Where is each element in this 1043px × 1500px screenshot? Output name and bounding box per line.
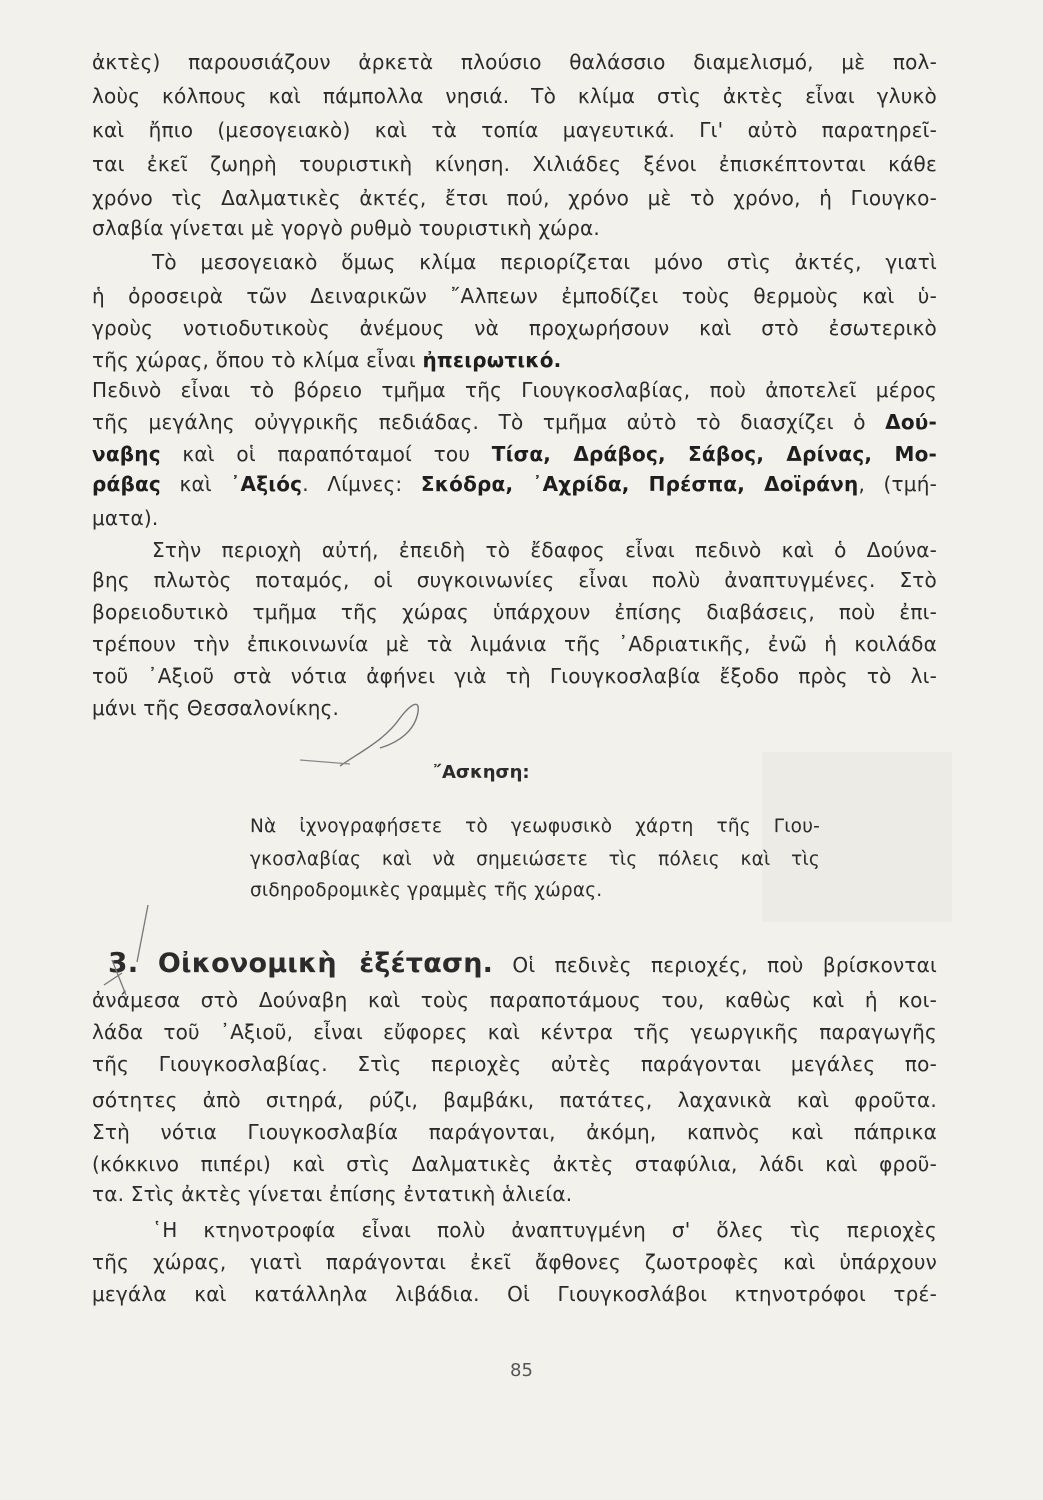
text-line: καὶ ἤπιο (μεσογειακὸ) καὶ τὰ τοπία μαγευτικά. Γι' αὐτὸ παρατηρεῖ- — [92, 118, 937, 142]
page-number: 85 — [510, 1360, 533, 1381]
text-line: τῆς Γιουγκοσλαβίας. Στὶς περιοχὲς αὐτὲς παράγονται μεγάλες πο- — [92, 1052, 937, 1076]
text-line: γροὺς νοτιοδυτικοὺς ἀνέμους νὰ προχωρήσουν καὶ στὸ ἐσωτερικὸ — [92, 316, 937, 340]
river-danube: Δού- — [885, 410, 937, 434]
text-line: λάδα τοῦ ᾿Αξιοῦ, εἶναι εὔφορες καὶ κέντρα τῆς γεωργικῆς παραγωγῆς — [92, 1020, 937, 1044]
text-line: ἡ ὀροσειρὰ τῶν Δειναρικῶν ῎Αλπεων ἐμποδίζει τοὺς θερμοὺς καὶ ὑ- — [92, 284, 937, 308]
lakes: Σκόδρα, ᾿Αχρίδα, Πρέσπα, Δοϊράνη — [420, 472, 859, 496]
text-line: μάνι τῆς Θεσσαλονίκης. — [92, 696, 340, 720]
text-line: ναβης καὶ οἱ παραπόταμοί του Τίσα, Δράβος, Σάβος, Δρίνας, Μο- — [92, 442, 938, 466]
text-line: μεγάλα καὶ κατάλληλα λιβάδια. Οἱ Γιουγκοσλάβοι κτηνοτρόφοι τρέ- — [92, 1282, 937, 1306]
exercise-line: γκοσλαβίας καὶ νὰ σημειώσετε τὶς πόλεις καὶ τὶς — [250, 849, 820, 870]
text-line: τοῦ ᾿Αξιοῦ στὰ νότια ἀφήνει γιὰ τὴ Γιουγκοσλαβία ἔξοδο πρὸς τὸ λι- — [92, 664, 937, 688]
exercise-title: ῎Ασκηση: — [433, 762, 530, 783]
river-danube-cont: ναβης — [92, 442, 161, 466]
section-heading-line: 3. Οἰκονομικὴ ἐξέταση. Οἱ πεδινὲς περιοχές, ποὺ βρίσκονται — [108, 946, 937, 979]
section-number: 3. — [108, 946, 139, 979]
river-axios: ᾿Αξιός — [230, 472, 303, 496]
text-line: ράβας καὶ ᾿Αξιός. Λίμνες: Σκόδρα, ᾿Αχρίδα, Πρέσπα, Δοϊράνη, (τμή- — [92, 472, 937, 496]
text-line: βης πλωτὸς ποταμός, οἱ συγκοινωνίες εἶναι πολὺ ἀναπτυγμένες. Στὸ — [92, 568, 937, 592]
exercise-line: Νὰ ἰχνογραφήσετε τὸ γεωφυσικὸ χάρτη τῆς Γιου- — [250, 816, 820, 837]
term-continental: ἠπειρωτικό. — [422, 348, 562, 372]
exercise-line: σιδηροδρομικὲς γραμμὲς τῆς χώρας. — [250, 880, 603, 901]
text-line: τῆς χώρας, ὅπου τὸ κλίμα εἶναι ἠπειρωτικό. — [92, 348, 562, 372]
text-line: ἀνάμεσα στὸ Δούναβη καὶ τοὺς παραποτάμους του, καθὼς καὶ ἡ κοι- — [92, 988, 937, 1012]
text-line: τα. Στὶς ἀκτὲς γίνεται ἐπίσης ἐντατικὴ ἁλιεία. — [92, 1182, 573, 1206]
text-line: (κόκκινο πιπέρι) καὶ στὶς Δαλματικὲς ἀκτὲς σταφύλια, λάδι καὶ φροῦ- — [92, 1152, 937, 1176]
text-line: ται ἐκεῖ ζωηρὴ τουριστικὴ κίνηση. Χιλιάδες ξένοι ἐπισκέπτονται κάθε — [92, 152, 937, 176]
text-line: ματα). — [92, 506, 159, 530]
text-line: βορειοδυτικὸ τμῆμα τῆς χώρας ὑπάρχουν ἐπίσης διαβάσεις, ποὺ ἐπι- — [92, 600, 937, 624]
text-line: σότητες ἀπὸ σιτηρά, ρύζι, βαμβάκι, πατάτες, λαχανικὰ καὶ φροῦτα. — [92, 1088, 937, 1112]
section-heading: Οἰκονομικὴ ἐξέταση. — [157, 948, 494, 979]
tributaries: Τίσα, Δράβος, Σάβος, Δρίνας, Μο- — [491, 442, 938, 466]
text-line: τρέπουν τὴν ἐπικοινωνία μὲ τὰ λιμάνια τῆς ᾿Αδριατικῆς, ἐνῶ ἡ κοιλάδα — [92, 632, 937, 656]
text-line: λοὺς κόλπους καὶ πάμπολλα νησιά. Τὸ κλίμα στὶς ἀκτὲς εἶναι γλυκὸ — [92, 84, 937, 108]
text-line: σλαβία γίνεται μὲ γοργὸ ρυθμὸ τουριστικὴ χώρα. — [92, 216, 600, 240]
text-line: ῾Η κτηνοτροφία εἶναι πολὺ ἀναπτυγμένη σ' ὅλες τὶς περιοχὲς — [152, 1218, 937, 1242]
pencil-stroke — [300, 760, 350, 764]
text-line: Στὴν περιοχὴ αὐτή, ἐπειδὴ τὸ ἔδαφος εἶναι πεδινὸ καὶ ὁ Δούνα- — [152, 538, 937, 562]
text-line: χρόνο τὶς Δαλματικὲς ἀκτές, ἔτσι πού, χρόνο μὲ τὸ χρόνο, ἡ Γιουγκο- — [92, 186, 937, 210]
text-line: Πεδινὸ εἶναι τὸ βόρειο τμῆμα τῆς Γιουγκοσλαβίας, ποὺ ἀποτελεῖ μέρος — [92, 378, 937, 402]
text-line: τῆς χώρας, γιατὶ παράγονται ἐκεῖ ἄφθονες ζωοτροφὲς καὶ ὑπάρχουν — [92, 1250, 937, 1274]
text-line: Τὸ μεσογειακὸ ὅμως κλίμα περιορίζεται μόνο στὶς ἀκτές, γιατὶ — [152, 250, 937, 274]
text-line: ἀκτὲς) παρουσιάζουν ἀρκετὰ πλούσιο θαλάσσιο διαμελισμό, μὲ πολ- — [92, 50, 937, 74]
text-line: Στὴ νότια Γιουγκοσλαβία παράγονται, ἀκόμη, καπνὸς καὶ πάπρικα — [92, 1120, 937, 1144]
text-line: τῆς μεγάλης οὐγγρικῆς πεδιάδας. Τὸ τμῆμα αὐτὸ τὸ διασχίζει ὁ Δού- — [92, 410, 937, 434]
